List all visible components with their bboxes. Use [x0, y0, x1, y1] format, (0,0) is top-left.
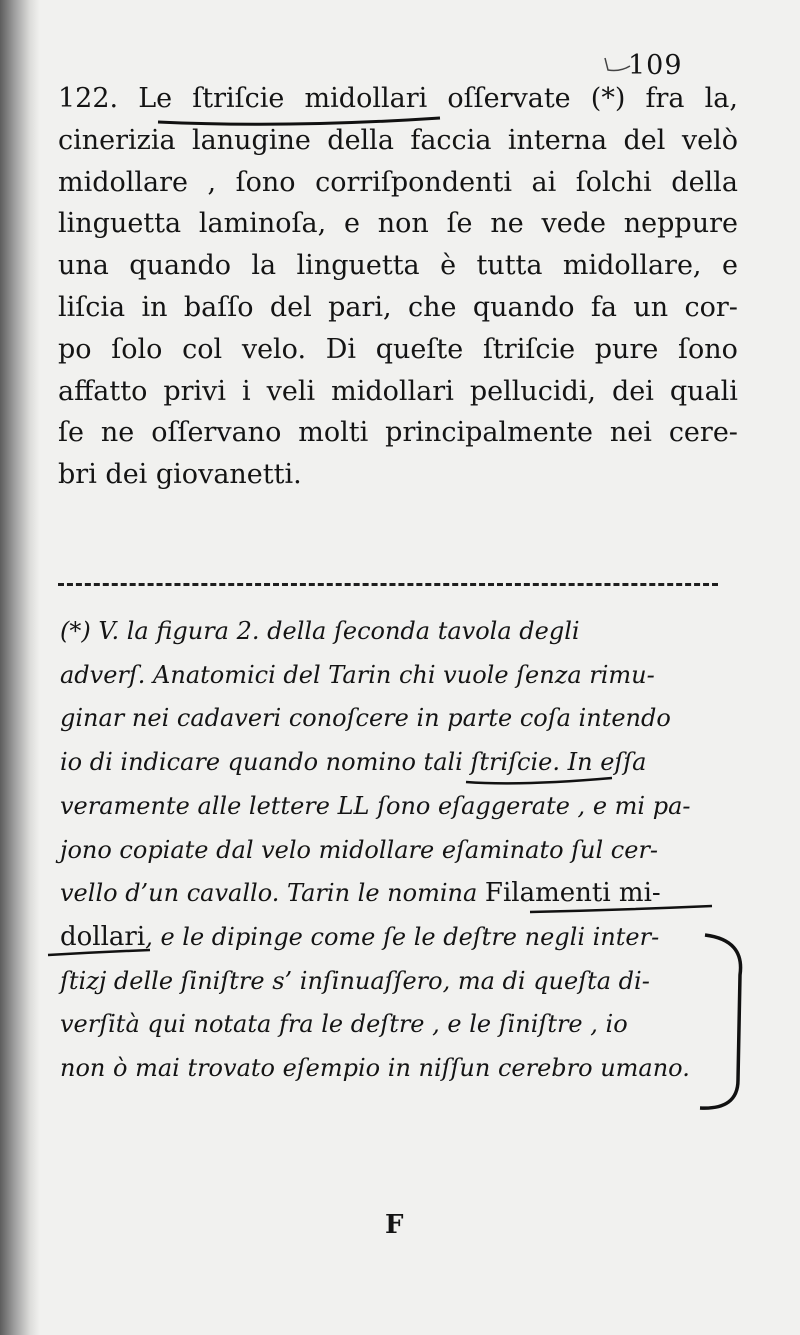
word: linguetta — [296, 250, 420, 282]
word: pari, — [328, 291, 392, 323]
word: un — [633, 291, 669, 323]
word: ſe — [446, 208, 473, 240]
word: velò — [681, 124, 738, 156]
word: e — [343, 208, 360, 240]
word: pure — [594, 333, 659, 365]
underline-mark — [530, 906, 712, 912]
word: col — [182, 333, 223, 365]
word: ſono — [678, 333, 738, 365]
word: midollari — [331, 375, 454, 407]
word: queſte — [375, 333, 464, 365]
word: interna — [507, 124, 608, 156]
word: , — [207, 166, 217, 198]
word: affatto — [58, 375, 148, 407]
word: ſe — [58, 417, 84, 449]
footnote-term: dollari — [60, 921, 146, 952]
underline-mark — [158, 118, 440, 124]
word: velo. — [241, 333, 307, 365]
footnote-text: vello d’un cavallo. Tarin le nomina — [60, 879, 478, 908]
word: baſſo — [183, 291, 254, 323]
word: ne — [100, 417, 135, 449]
footnote-line: adverſ. Anatomici del Tarin chi vuole ſenza rimu- — [60, 660, 655, 689]
footnote-line: veramente alle lettere LL ſono eſaggerate , e mi pa- — [60, 791, 691, 820]
word: la — [251, 250, 277, 282]
word: che — [408, 291, 457, 323]
word: tutta — [476, 250, 543, 282]
word: quali — [669, 375, 738, 407]
word: dei — [612, 375, 654, 407]
word: neppure — [623, 208, 738, 240]
word: cere- — [668, 417, 738, 449]
word: lanugine — [192, 124, 311, 156]
word: ſolo — [111, 333, 163, 365]
word: pellucidi, — [469, 375, 597, 407]
word: non — [377, 208, 429, 240]
word: oſſervano — [151, 417, 282, 449]
word: la, — [704, 83, 738, 114]
paragraph-line: bri dei giovanetti. — [58, 459, 302, 491]
word: quando — [129, 250, 231, 282]
word: ai — [531, 166, 557, 198]
word: Le — [138, 83, 173, 114]
footnote-line: jono copiate dal velo midollare eſaminato ſul cer- — [60, 835, 659, 864]
underline-mark — [466, 778, 612, 783]
word: quando — [472, 291, 575, 323]
word: ne — [490, 208, 524, 240]
word: midollare — [58, 166, 189, 198]
word: in — [141, 291, 168, 323]
word: ſtriſcie — [192, 83, 285, 114]
word: 122. — [58, 83, 119, 114]
word: è — [440, 250, 457, 282]
footnote-line: verſità qui notata fra le deſtre , e le ſiniſtre , io — [60, 1010, 628, 1039]
word: ſolchi — [575, 166, 652, 198]
footnote-text: , e le dipinge come ſe le deſtre negli inter- — [145, 922, 660, 951]
stray-mark — [605, 58, 630, 71]
word: cinerizia — [58, 124, 176, 156]
footnote-line: non ò mai trovato eſempio in niſſun cerebro umano. — [60, 1054, 690, 1083]
word: linguetta — [58, 208, 182, 240]
word: cor- — [684, 291, 738, 323]
word: liſcia — [58, 291, 126, 323]
word: corriſpondenti — [315, 166, 512, 198]
bracket-mark — [700, 935, 741, 1108]
word: del — [269, 291, 312, 323]
underline-mark — [48, 950, 150, 955]
word: vede — [541, 208, 606, 240]
word: faccia — [410, 124, 492, 156]
word: ſono — [235, 166, 296, 198]
word: della — [327, 124, 394, 156]
word: oſſervate — [447, 83, 571, 114]
footnote-line: ſtizj delle ſiniſtre s’ inſinuaſſero, ma di queſta di- — [60, 966, 650, 995]
word: una — [58, 250, 109, 282]
word: midollare, — [562, 250, 702, 282]
page-number: 109 — [628, 50, 683, 81]
word: fra — [645, 83, 685, 114]
word: po — [58, 333, 92, 365]
word: laminoſa, — [198, 208, 327, 240]
footnote-term: Filamenti mi- — [484, 878, 661, 909]
word: nei — [609, 417, 652, 449]
word: della — [671, 166, 738, 198]
word: principalmente — [385, 417, 593, 449]
word: privi — [163, 375, 227, 407]
word: fa — [590, 291, 618, 323]
word: i — [242, 375, 251, 407]
signature-mark: F — [385, 1210, 404, 1240]
word: ſtriſcie — [482, 333, 576, 365]
word: (*) — [590, 83, 626, 114]
footnote-line: ginar nei cadaveri conoſcere in parte coſa intendo — [60, 704, 671, 733]
word: midollari — [304, 83, 428, 114]
word: del — [623, 124, 666, 156]
footnote-line: io di indicare quando nomino tali ſtriſcie. In eſſa — [60, 748, 647, 777]
word: e — [721, 250, 738, 282]
word: Di — [325, 333, 357, 365]
word: molti — [298, 417, 369, 449]
word: veli — [266, 375, 316, 407]
footnote-line: (*) V. la figura 2. della ſeconda tavola degli — [60, 617, 580, 645]
